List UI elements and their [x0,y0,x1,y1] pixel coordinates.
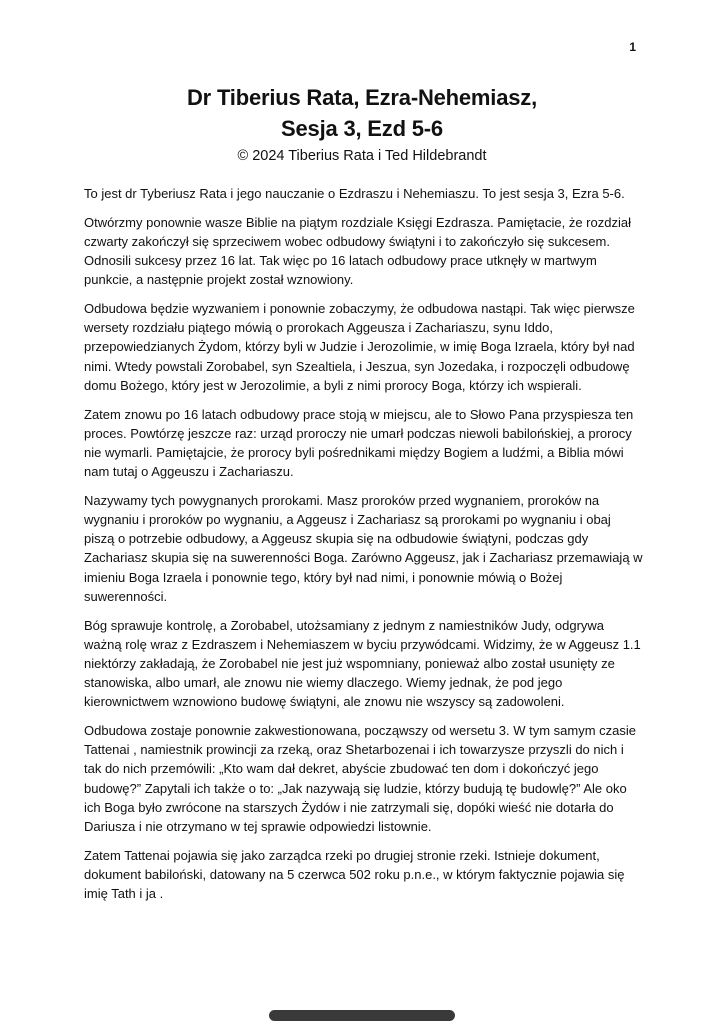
paragraph: To jest dr Tyberiusz Rata i jego nauczanie o Ezdraszu i Nehemiaszu. To jest sesja 3, Ezra 5-6. [84,186,625,201]
document-header [0,0,724,165]
page-number: 1 [629,40,636,54]
document-body [84,184,644,903]
document-title-line2: Sesja 3, Ezd 5-6 [281,116,443,141]
paragraph: Zatem Tattenai pojawia się jako zarządca rzeki po drugiej stronie rzeki. Istnieje dokument, dokument babiloński, datowany na 5 czerwca 502 roku p.n.e., w którym faktycznie pojawia się imię Tath i ja . [84,847,625,902]
paragraph: Otwórzmy ponownie wasze Biblie na piątym rozdziale Księgi Ezdrasza. Pamiętacie, że rozdział czwarty zakończył się sprzeciwem wobec odbudowy świątyni i to zakończyło się sukcesem. Odnosili sukcesy przez 16 lat. Tak więc po 16 latach odbudowy prace utknęły w martwym punkcie, a następnie projekt został wznowiony. [84,214,631,288]
paragraph: Odbudowa będzie wyzwaniem i ponownie zobaczymy, że odbudowa nastąpi. Tak więc pierwsze wersety rozdziału piątego mówią o prorokach Aggeusza i Zachariaszu, synu Iddo, przepowiedzianych Żydom, którzy byli w Judzie i Jerozolimie, w imię Boga Izraela, który był nad nimi. Wtedy powstali Zorobabel, syn Szealtiela, i Jeszua, syn Jozedaka, i rozpoczęli odbudowę domu Bożego, który jest w Jerozolimie, a byli z nimi prorocy Boga, którzy ich wspierali. [84,301,635,393]
copyright-line: © 2024 Tiberius Rata i Ted Hildebrandt [237,148,487,164]
viewer-bottom-bar[interactable] [269,1010,455,1021]
paragraph: Odbudowa zostaje ponownie zakwestionowana, począwszy od wersetu 3. W tym samym czasie Tattenai , namiestnik prowincji za rzeką, oraz Shetarbozenai i ich towarzysze przyszli do nich i tak do nich przemówili: „Kto wam dał dekret, abyście zbudować ten dom i dokończyć jego budowę?” Zapytali ich także o to: „Jak nazywają się ludzie, którzy budują tę budowlę?” Ale oko ich Boga było zwrócone na starszych Żydów i nie zatrzymali się, dopóki wieść nie dotarła do Dariusza i nie otrzymano w tej sprawie odpowiedzi listownie. [84,723,637,835]
paragraph: Bóg sprawuje kontrolę, a Zorobabel, utożsamiany z jednym z namiestników Judy, odgrywa ważną rolę wraz z Ezdraszem i Nehemiaszem w byciu przywódcami. Widzimy, że w Aggeusz 1.1 niektórzy zakładają, że Zorobabel nie jest już wspomniany, ponieważ albo został usunięty ze stanowiska, albo umarł, ale znowu nie wiemy dlaczego. Wiemy jednak, że pod jego kierownictwem wznowiono budowę świątyni, ale znowu nie wszyscy są zadowoleni. [84,617,641,710]
document-title-line1: Dr Tiberius Rata, Ezra-Nehemiasz, [186,85,537,110]
paragraph: Zatem znowu po 16 latach odbudowy prace stoją w miejscu, ale to Słowo Pana przyspiesza ten proces. Powtórzę jeszcze raz: urząd proroczy nie umarł podczas niewoli babilońskiej, a prorocy nie wymarli. Pamiętajcie, że prorocy byli pośrednikami między Bogiem a ludźmi, a Biblia mówi nam tutaj o Aggeuszu i Zachariaszu. [84,406,634,480]
paragraph: Nazywamy tych powygnanych prorokami. Masz proroków przed wygnaniem, proroków na wygnaniu i proroków po wygnaniu, a Aggeusz i Zachariasz są prorokami po wygnaniu i obaj piszą o potrzebie odbudowy, a Aggeusz skupia się na odbudowie świątyni, podczas gdy Zachariasz skupia się na suwerenności Boga. Zarówno Aggeusz, jak i Zachariasz przemawiają w imieniu Boga Izraela i ponownie tego, który był nad nimi, i ponownie mówią o Bożej suwerenności. [84,492,643,604]
